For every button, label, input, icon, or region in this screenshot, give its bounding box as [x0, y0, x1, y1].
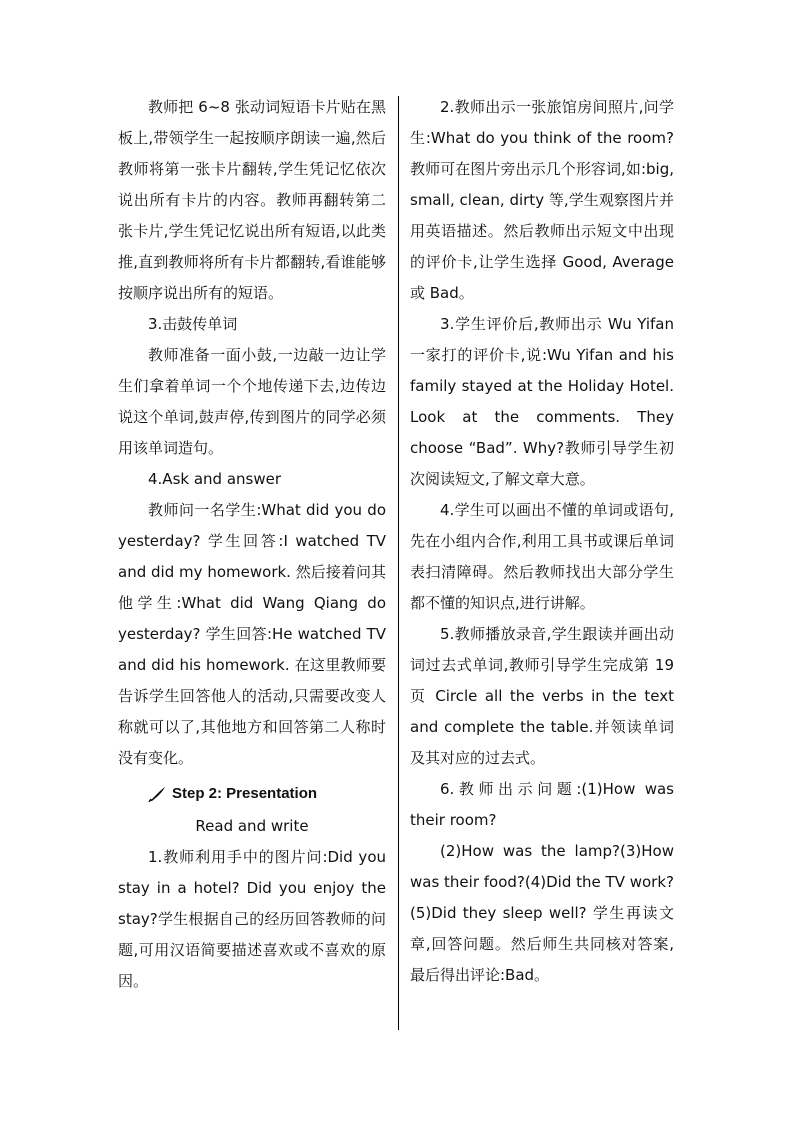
paragraph: 教师把 6~8 张动词短语卡片贴在黑板上,带领学生一起按顺序朗读一遍,然后教师将第一张卡片翻转,学生凭记忆依次说出所有卡片的内容。教师再翻转第二张卡片,学生凭记忆说出所有短语,以此类推,直到教师将所有卡片都翻转,看谁能够按顺序说出所有的短语。 [118, 98, 386, 302]
right-column [410, 92, 674, 991]
subheading: 4.Ask and answer [148, 470, 282, 488]
paragraph: 1.教师利用手中的图片问:Did you stay in a hotel? Did you enjoy the stay?学生根据自己的经历回答教师的问题,可用汉语简要描述喜欢或不喜欢的原因。 [118, 848, 386, 990]
step-title: Step 2: Presentation [172, 785, 318, 802]
section-subtitle: Read and write [195, 817, 309, 835]
subheading: 3.击鼓传单词 [148, 315, 238, 333]
column-divider [398, 96, 399, 1030]
paragraph: 6.教师出示问题:(1)How was their room? [410, 780, 674, 829]
paragraph: 教师准备一面小鼓,一边敲一边让学生们拿着单词一个个地传递下去,边传边说这个单词,鼓声停,传到图片的同学必须用该单词造句。 [118, 346, 386, 457]
paragraph: 教师问一名学生:What did you do yesterday? 学生回答:I watched TV and did my homework. 然后接着问其他学生:What did Wang Qiang do yesterday? 学生回答:He watched TV and did his homework. 在这里教师要告诉学生回答他人的活动,只需要改变人称就可以了,其他地方和回答第二人称时没有变化。 [118, 501, 386, 767]
paragraph: 4.学生可以画出不懂的单词或语句,先在小组内合作,利用工具书或课后单词表扫清障碍。然后教师找出大部分学生都不懂的知识点,进行讲解。 [410, 501, 674, 612]
paragraph: (2)How was the lamp?(3)How was their food?(4)Did the TV work?(5)Did they sleep well? 学生再读文章,回答问题。然后师生共同核对答案,最后得出评论:Bad。 [410, 842, 674, 984]
left-column [118, 92, 386, 997]
paragraph: 5.教师播放录音,学生跟读并画出动词过去式单词,教师引导学生完成第 19 页 Circle all the verbs in the text and complete the table.并领读单词及其对应的过去式。 [410, 625, 674, 767]
paragraph: 2.教师出示一张旅馆房间照片,问学生:What do you think of the room? 教师可在图片旁出示几个形容词,如:big, small, clean, dirty 等,学生观察图片并用英语描述。然后教师出示短文中出现的评价卡,让学生选择 Good, Average 或 Bad。 [410, 98, 674, 302]
step-heading [118, 778, 386, 809]
paragraph: 3.学生评价后,教师出示 Wu Yifan 一家打的评价卡,说:Wu Yifan and his family stayed at the Holiday Hotel. Look at the comments. They choose “Bad”. Why?教师引导学生初次阅读短文,了解文章大意。 [410, 315, 674, 488]
quill-pen-icon [148, 786, 166, 802]
